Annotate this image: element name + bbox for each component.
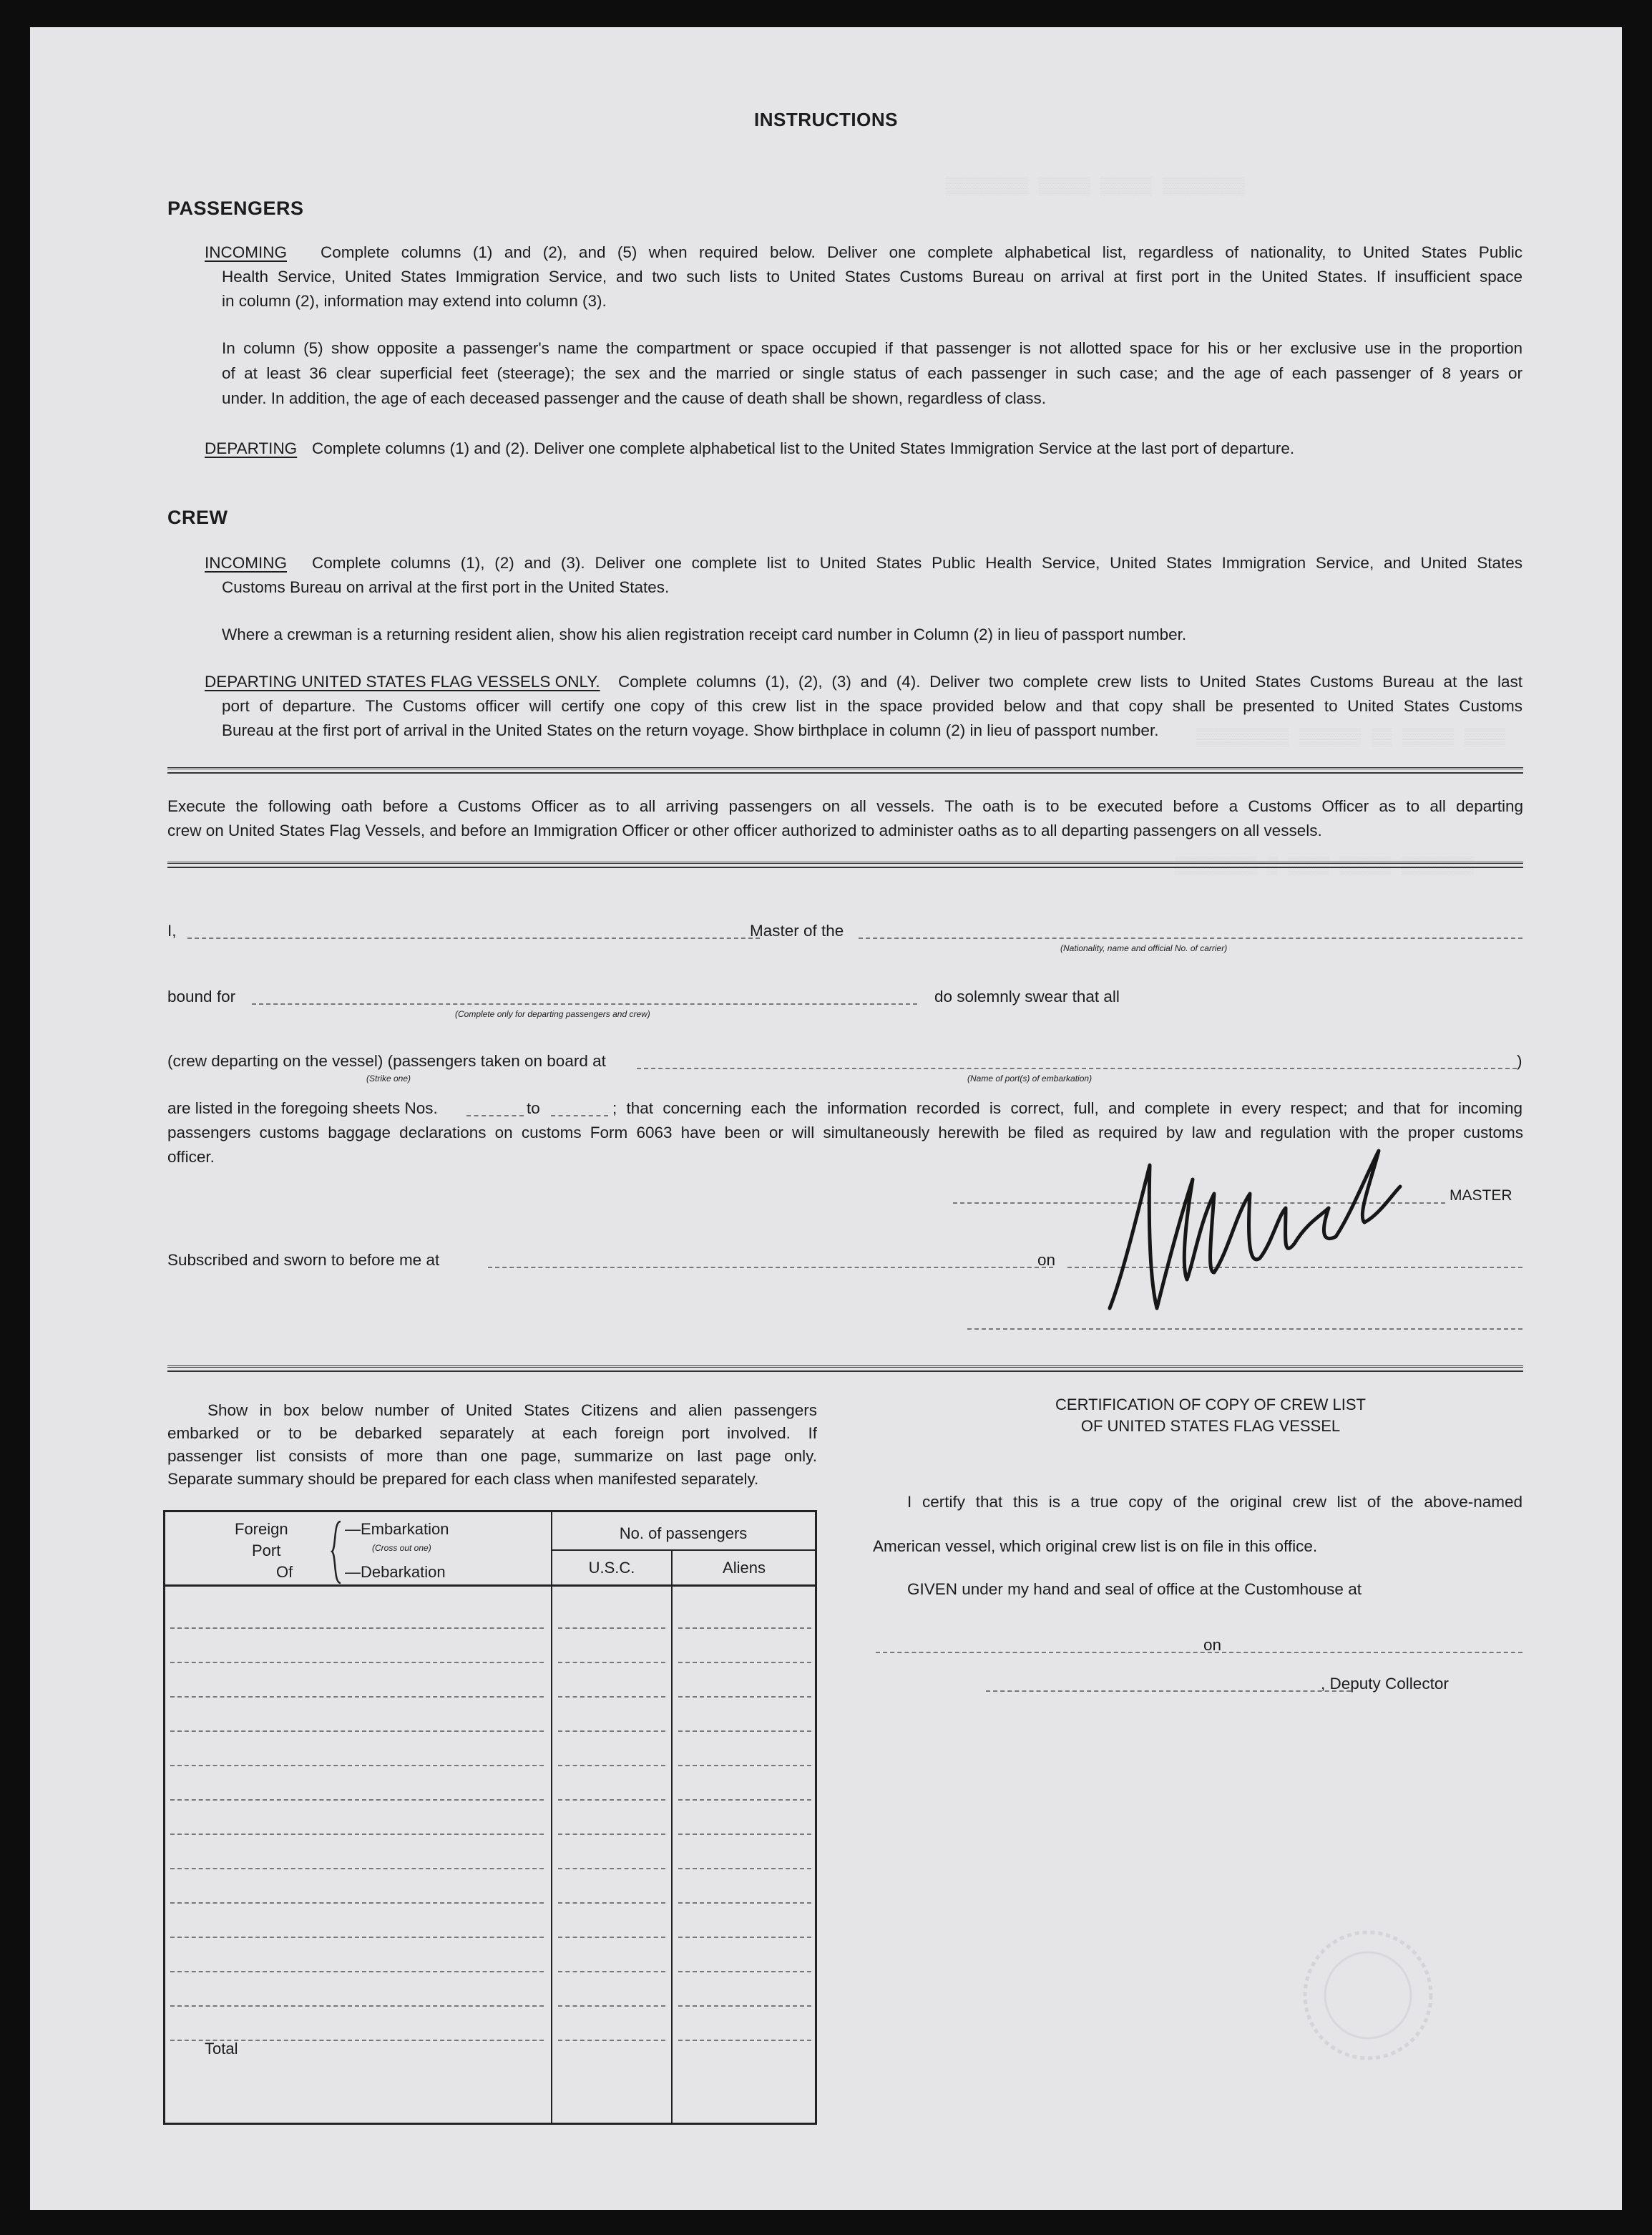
crew-incoming-label: INCOMING xyxy=(205,554,287,572)
master-signature xyxy=(1107,1136,1407,1351)
table-cell-line[interactable] xyxy=(170,1627,544,1629)
sheets-suffix: ; that concerning each the information recorded is correct, full, and complete in every respect; and that for incoming xyxy=(612,1099,1523,1117)
summary-line: Separate summary should be prepared for each class when manifested separately. xyxy=(167,1470,759,1488)
section-divider xyxy=(167,1365,1523,1372)
table-cell-line[interactable] xyxy=(678,1662,811,1663)
table-cell-line[interactable] xyxy=(558,1902,665,1904)
table-cell-line[interactable] xyxy=(678,1868,811,1869)
table-foreign: Foreign xyxy=(235,1520,288,1538)
certify-line: American vessel, which original crew list is on file in this office. xyxy=(873,1537,1318,1555)
table-cell-line[interactable] xyxy=(678,1730,811,1732)
section-divider xyxy=(167,767,1523,774)
crew-passengers-label: (crew departing on the vessel) (passengers taken on board at xyxy=(167,1052,606,1070)
given-line: GIVEN under my hand and seal of office at the Customhouse at xyxy=(907,1580,1362,1598)
crew-incoming-line: Complete columns (1), (2) and (3). Deliver one complete list to United States Public Health Service, United States Immigration Service, and United States xyxy=(312,554,1523,572)
table-cell-line[interactable] xyxy=(170,1902,544,1904)
passengers-incoming-line: Complete columns (1) and (2), and (5) when required below. Deliver one complete alphabetical list, regardless of nationality, to United States Public xyxy=(321,243,1523,261)
table-cell-line[interactable] xyxy=(558,1730,665,1732)
table-cell-line[interactable] xyxy=(170,1662,544,1663)
table-total: Total xyxy=(205,2040,238,2058)
bleed-through-text: ▒▒▒▒▒▒▒▒ ▒▒▒▒▒ ▒▒▒▒▒ ▒▒▒▒▒▒▒▒ xyxy=(946,177,1245,197)
crew-departing-label: DEPARTING UNITED STATES FLAG VESSELS ONLY. xyxy=(205,673,600,691)
table-cell-line[interactable] xyxy=(678,1937,811,1938)
master-label: MASTER xyxy=(1450,1187,1512,1204)
table-cell-line[interactable] xyxy=(558,1799,665,1801)
passengers-incoming-line: Health Service, United States Immigration Service, and two such lists to United States Customs Bureau on arrival at first port in the United States. If insufficient space xyxy=(222,268,1523,286)
table-no-passengers: No. of passengers xyxy=(619,1524,748,1542)
bleed-through-text: ▒▒▒▒▒▒▒▒▒ ▒▒▒▒▒▒ ▒▒ ▒▒▒▒▒ ▒▒▒▒ xyxy=(1196,729,1506,748)
section-divider xyxy=(167,862,1523,868)
crew-departing-line: Bureau at the first port of arrival in the United States on the return voyage. Show birthplace in column (2) in lieu of passport number. xyxy=(222,721,1159,739)
faint-seal-stamp xyxy=(1296,1924,1440,2067)
table-cell-line[interactable] xyxy=(170,1696,544,1698)
table-cell-line[interactable] xyxy=(170,1834,544,1835)
table-cell-line[interactable] xyxy=(170,1799,544,1801)
baggage-line: passengers customs baggage declarations on customs Form 6063 have been or will simultaneously herewith be filed as required by law and regulation with the proper customs xyxy=(167,1124,1523,1141)
table-cell-line[interactable] xyxy=(678,1696,811,1698)
page-title: INSTRUCTIONS xyxy=(754,109,898,130)
summary-line: Show in box below number of United States Citizens and alien passengers xyxy=(207,1401,817,1419)
table-cell-line[interactable] xyxy=(170,1937,544,1938)
swear-label: do solemnly swear that all xyxy=(934,988,1120,1005)
form-sheet xyxy=(30,27,1622,2210)
table-port: Port xyxy=(252,1542,281,1559)
sheets-from-field[interactable] xyxy=(466,1115,524,1116)
deputy-signature-field[interactable] xyxy=(986,1690,1351,1692)
table-cell-line[interactable] xyxy=(558,1971,665,1972)
summary-line: passenger list consists of more than one page, summarize on last page only. xyxy=(167,1447,817,1465)
summary-line: embarked or to be debarked separately at each foreign port involved. If xyxy=(167,1424,817,1442)
table-cell-line[interactable] xyxy=(558,1765,665,1766)
crew-departing-line: port of departure. The Customs officer will certify one copy of this crew list in the space provided below and that copy shall be presented to United States Customs xyxy=(222,697,1523,715)
master-of-label: Master of the xyxy=(750,922,844,940)
certification-date-field[interactable] xyxy=(1229,1652,1523,1653)
carrier-caption: (Nationality, name and official No. of carrier) xyxy=(1060,943,1228,953)
certification-title xyxy=(896,1394,1525,1437)
crew-incoming-line: Customs Bureau on arrival at the first port in the United States. xyxy=(222,578,670,596)
column5-line: of at least 36 clear superficial feet (steerage); the sex and the married or single status of each passenger in such case; and the age of each passenger of 8 years or xyxy=(222,364,1523,382)
table-usc: U.S.C. xyxy=(588,1559,635,1577)
certification-on-label: on xyxy=(1203,1636,1222,1654)
sworn-on-label: on xyxy=(1037,1251,1056,1269)
bound-for-field[interactable] xyxy=(252,1003,917,1005)
table-cell-line[interactable] xyxy=(170,1971,544,1972)
sheets-prefix: are listed in the foregoing sheets Nos. xyxy=(167,1099,438,1117)
strike-caption: (Strike one) xyxy=(366,1073,411,1084)
close-paren: ) xyxy=(1517,1052,1523,1070)
crew-heading: CREW xyxy=(167,507,228,528)
table-cell-line[interactable] xyxy=(678,1627,811,1629)
table-cell-line[interactable] xyxy=(678,1834,811,1835)
table-cell-line[interactable] xyxy=(558,2040,665,2041)
table-cell-line[interactable] xyxy=(558,1834,665,1835)
bound-caption: (Complete only for departing passengers and crew) xyxy=(455,1009,650,1019)
table-cell-line[interactable] xyxy=(558,1937,665,1938)
bleed-through-text: ▒▒▒▒▒▒▒▒ ▒ ▒▒▒▒ ▒▒▒▒▒ ▒▒▒▒▒▒▒ xyxy=(1175,857,1474,877)
subscribed-label: Subscribed and sworn to before me at xyxy=(167,1251,440,1269)
table-cell-line[interactable] xyxy=(558,2005,665,2007)
table-cell-line[interactable] xyxy=(170,1730,544,1732)
sheets-to-field[interactable] xyxy=(551,1115,608,1116)
sheets-to-label: to xyxy=(527,1099,540,1117)
table-cell-line[interactable] xyxy=(558,1868,665,1869)
oath-i-label: I, xyxy=(167,922,177,940)
certification-title-line: CERTIFICATION OF COPY OF CREW LIST xyxy=(1055,1396,1366,1413)
table-cell-line[interactable] xyxy=(558,1662,665,1663)
brace-icon xyxy=(329,1520,346,1584)
table-cell-line[interactable] xyxy=(678,1971,811,1972)
passengers-departing-text: Complete columns (1) and (2). Deliver one complete alphabetical list to the United States Immigration Service at the last port of departure. xyxy=(312,439,1295,457)
oath-intro-line: Execute the following oath before a Customs Officer as to all arriving passengers on all vessels. The oath is to be executed before a Customs Officer as to all departing xyxy=(167,797,1523,815)
table-cell-line[interactable] xyxy=(170,2005,544,2007)
crew-alien-text: Where a crewman is a returning resident alien, show his alien registration receipt card number in Column (2) in lieu of passport number. xyxy=(222,625,1187,643)
table-cross-out: (Cross out one) xyxy=(372,1543,431,1553)
embarkation-port-field[interactable] xyxy=(637,1068,1517,1069)
table-cell-line[interactable] xyxy=(678,1765,811,1766)
table-cell-line[interactable] xyxy=(678,2005,811,2007)
table-cell-line[interactable] xyxy=(170,1765,544,1766)
certification-title-line: OF UNITED STATES FLAG VESSEL xyxy=(1080,1417,1341,1435)
sworn-place-field[interactable] xyxy=(488,1267,1053,1268)
passengers-heading: PASSENGERS xyxy=(167,198,304,219)
officer-line: officer. xyxy=(167,1148,215,1166)
table-embarkation: —Embarkation xyxy=(345,1520,449,1538)
customhouse-field[interactable] xyxy=(876,1652,1226,1653)
deputy-label: , Deputy Collector xyxy=(1321,1675,1449,1693)
crew-departing-line: Complete columns (1), (2), (3) and (4). Deliver two complete crew lists to United States Customs Bureau at the last xyxy=(618,673,1523,691)
table-cell-line[interactable] xyxy=(170,1868,544,1869)
passengers-departing-label: DEPARTING xyxy=(205,439,298,457)
carrier-field[interactable] xyxy=(859,938,1523,939)
passengers-incoming-label: INCOMING xyxy=(205,243,287,261)
table-aliens: Aliens xyxy=(723,1559,766,1577)
embark-caption: (Name of port(s) of embarkation) xyxy=(967,1073,1093,1084)
passengers-incoming-line: in column (2), information may extend into column (3). xyxy=(222,292,607,310)
table-cell-line[interactable] xyxy=(678,2040,811,2041)
bound-for-label: bound for xyxy=(167,988,236,1005)
column5-line: under. In addition, the age of each deceased passenger and the cause of death shall be shown, regardless of class. xyxy=(222,389,1047,407)
table-cell-line[interactable] xyxy=(558,1696,665,1698)
table-cell-line[interactable] xyxy=(558,1627,665,1629)
table-cell-line[interactable] xyxy=(678,1902,811,1904)
column5-line: In column (5) show opposite a passenger's name the compartment or space occupied if that passenger is not allotted space for his or her exclusive use in the proportion xyxy=(222,339,1523,357)
oath-intro-line: crew on United States Flag Vessels, and before an Immigration Officer or other officer authorized to administer oaths as to all departing passengers on all vessels. xyxy=(167,822,1322,839)
certify-line: I certify that this is a true copy of the original crew list of the above-named xyxy=(907,1493,1523,1511)
table-of: Of xyxy=(276,1563,293,1581)
master-name-field[interactable] xyxy=(187,938,760,939)
table-debarkation: —Debarkation xyxy=(345,1563,446,1581)
table-cell-line[interactable] xyxy=(678,1799,811,1801)
